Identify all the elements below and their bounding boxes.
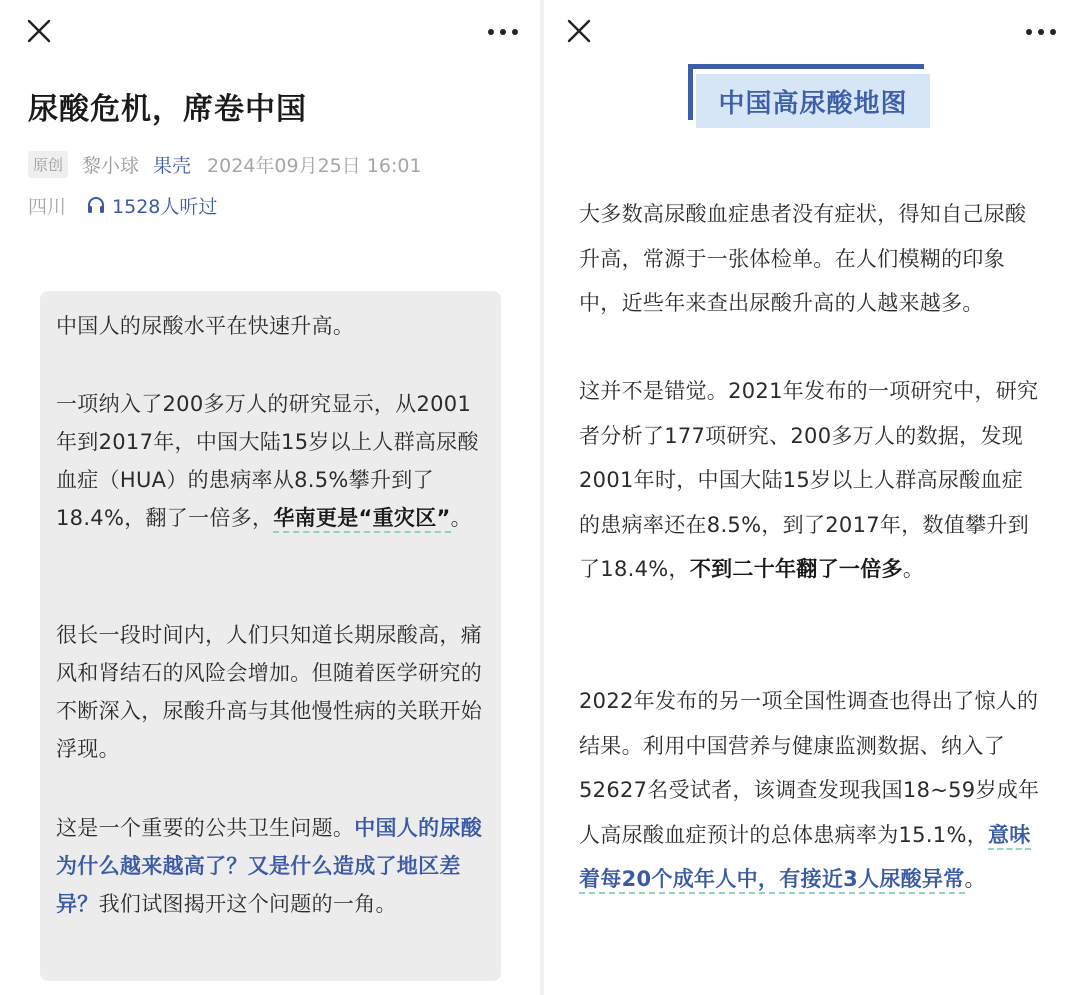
headphones-icon [86,195,106,215]
summary-paragraph-4 [56,809,488,923]
article-meta-line-2 [28,190,217,220]
body-paragraph-3-end: 。 [964,867,986,891]
summary-paragraph-2 [56,385,488,537]
highlight-doubling: 不到二十年翻了一倍多 [689,557,903,581]
close-icon[interactable] [566,18,592,44]
author-name: 黎小球 [82,154,140,177]
publish-datetime: 2024年09月25日 16:01 [207,154,422,177]
body-paragraph-2-end: 。 [902,557,925,581]
section-header [696,74,930,128]
summary-paragraph-4-text: 这是一个重要的公共卫生问题。 [56,816,355,840]
highlight-3-in-20[interactable]: 意味着每20个成年人中，有接近3人尿酸异常 [579,823,1031,895]
close-icon[interactable] [26,18,52,44]
summary-paragraph-2-text: 一项纳入了200多万人的研究显示，从2001年到2017年，中国大陆15岁以上人群高尿酸血症（HUA）的患病率从8.5%攀升到了18.4%，翻了一倍多， [56,392,479,530]
summary-paragraph-1: 中国人的尿酸水平在快速升高。 [56,314,355,338]
highlight-south-china: 华南更是“重灾区” [273,506,450,533]
section-header-bar-top [688,64,924,69]
listen-count[interactable] [86,192,217,219]
body-paragraph-3-text: 2022年发布的另一项全国性调查也得出了惊人的结果。利用中国营养与健康监测数据、纳入了52627名受试者，该调查发现我国18~59岁成年人高尿酸血症预计的总体患病率为15.1%， [579,689,1040,847]
body-paragraph-1: 大多数高尿酸血症患者没有症状，得知自己尿酸升高，常源于一张体检单。在人们模糊的印象中，近些年来查出尿酸升高的人越来越多。 [579,202,1027,315]
more-dots-icon[interactable] [488,28,518,36]
summary-box [40,291,501,981]
summary-paragraph-4-end: 我们试图揭开这个问题的一角。 [98,892,397,916]
summary-paragraph-3: 很长一段时间内，人们只知道长期尿酸高，痛风和肾结石的风险会增加。但随着医学研究的不断深入，尿酸升高与其他慢性病的关联开始浮现。 [56,623,482,761]
region-label: 四川 [28,195,67,218]
summary-paragraph-2-end: 。 [450,506,472,530]
summary-question-link[interactable]: 中国人的尿酸为什么越来越高了？又是什么造成了地区差异？ [56,816,483,916]
original-badge: 原创 [28,151,68,178]
body-paragraph-2-text: 这并不是错觉。2021年发布的一项研究中，研究者分析了177项研究、200多万人的数据，发现2001年时，中国大陆15岁以上人群高尿酸血症的患病率还在8.5%，到了2017年，数值攀升到了18.4%， [579,379,1039,581]
body-paragraph-3 [579,679,1043,902]
section-header-bar-left [688,64,693,120]
right-article-pane [544,0,1080,995]
more-dots-icon[interactable] [1026,28,1056,36]
body-paragraph-2 [579,369,1043,592]
account-link[interactable]: 果壳 [153,154,192,177]
listen-count-label: 1528人听过 [112,195,218,218]
section-header-title: 中国高尿酸地图 [718,88,908,119]
article-meta-line [28,148,422,180]
article-title: 尿酸危机，席卷中国 [28,92,307,127]
